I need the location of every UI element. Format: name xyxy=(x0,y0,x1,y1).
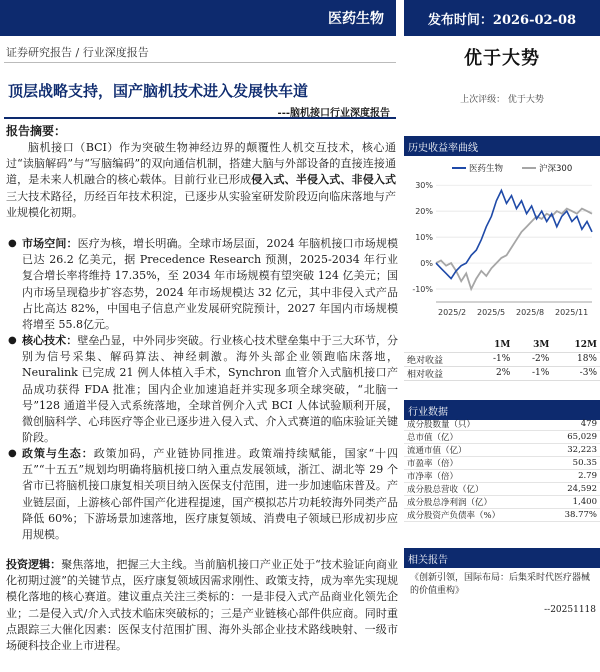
table-cell: 24,592 xyxy=(545,483,600,496)
related-report-date: --20251118 xyxy=(544,605,596,615)
breadcrumb: 证券研究报告 / 行业深度报告 xyxy=(6,46,149,59)
table-cell: -1% xyxy=(513,366,552,380)
table-row xyxy=(404,483,600,496)
related-report[interactable]: 《创新引领，国际布局：后集采时代医疗器械的价值重构》 xyxy=(410,573,591,596)
return-chart-svg xyxy=(404,158,600,326)
y-tick-label: 0% xyxy=(420,259,433,269)
summary-heading: 报告摘要： xyxy=(6,124,67,138)
y-tick-label: 30% xyxy=(415,181,433,191)
table-cell: 相对收益 xyxy=(404,366,474,380)
bullet-text: 壁垒凸显，中外同步突破。行业核心技术壁垒集中于三大环节，分别为信号采集、解码算法、神经刺激。海外头部企业领跑临床落地，Neuralink 已完成 21 例人体植入手术，Synchron 血管介入式脑机接口产品成功获得 FDA 批准；国内企业加速追赶并实现多项全球突破，“北脑一号”128 通道半侵入式系统落地，全球首例介入式 BCI 人体试验顺利开展，微创脑科学、心玮医疗等企业已逐步进入侵入式、介入式赛道的临床验证关键阶段。 xyxy=(22,334,399,445)
industry-table xyxy=(404,418,600,522)
legend-entry: 沪深300 xyxy=(539,164,573,174)
column-header: 3M xyxy=(513,338,552,352)
page-subtitle: ---脑机接口行业深度报告 xyxy=(277,108,390,119)
table-cell: 总市值（亿） xyxy=(404,431,545,444)
related-heading: 相关报告 xyxy=(404,548,600,568)
x-tick-label: 2025/2 xyxy=(438,308,467,317)
bullet-text: 政策加码，产业链协同推进。政策端持续赋能，国家“十四五”“十五五”规划均明确将脑机接口纳入重点发展领域，浙江、湖北等 29 个省市已将脑机接口康复相关项目纳入医保支付范围，进一步加速临床普及。产业链层面，上游核心部件国产化进程提速，国产模拟芯片功耗较海外同类产品降低 60%；下游场景加速落地，医疗康复领域、消费电子领域已形成初步应用规模。 xyxy=(22,447,398,542)
table-cell: -1% xyxy=(474,352,513,366)
table-cell: 成分股总营收（亿） xyxy=(404,483,545,496)
sector-banner xyxy=(0,0,396,36)
table-cell: 50.35 xyxy=(545,457,600,470)
bullet-lead: 市场空间： xyxy=(22,237,78,250)
x-tick-label: 2025/8 xyxy=(516,308,545,317)
intro-paragraph xyxy=(6,140,396,221)
table-cell: 38.77% xyxy=(545,509,600,522)
table-cell: 32,223 xyxy=(545,444,600,457)
intro-tail: 三大技术路径，历经百年技术积淀，已逐步从实验室研发阶段迈向临床落地与产业规模化初期。 xyxy=(6,189,396,219)
title-divider xyxy=(4,117,396,119)
table-cell: 市盈率（倍） xyxy=(404,457,545,470)
legend-entry: 医药生物 xyxy=(469,164,504,174)
x-tick-label: 2025/5 xyxy=(477,308,506,317)
bullet-icon: ● xyxy=(8,448,17,459)
sector-label: 医药生物 xyxy=(328,11,384,27)
table-cell: 2.79 xyxy=(545,470,600,483)
industry-heading: 行业数据 xyxy=(404,400,600,420)
table-cell: 2% xyxy=(474,366,513,380)
table-row xyxy=(404,366,600,380)
table-cell: 成分股资产负债率（%） xyxy=(404,509,545,522)
strategy-lead: 投资逻辑： xyxy=(6,558,62,571)
table-row xyxy=(404,352,600,366)
bullet-technology xyxy=(6,333,398,446)
table-row xyxy=(404,470,600,483)
table-cell: 1,400 xyxy=(545,496,600,509)
table-cell: 成分股数量（只） xyxy=(404,418,545,431)
table-row xyxy=(404,496,600,509)
table-cell: 流通市值（亿） xyxy=(404,444,545,457)
table-cell: -3% xyxy=(552,366,600,380)
column-header: 1M xyxy=(474,338,513,352)
publish-date: 发布时间：2026-02-08 xyxy=(427,12,577,28)
chart-heading: 历史收益率曲线 xyxy=(404,136,600,156)
bullet-text: 医疗为核，增长明确。全球市场层面，2024 年脑机接口市场规模已达 26.2 亿美元，据 Precedence Research 预测，2025-2034 年行业复合增长率将维持 17.35%，至 2034 年市场规模有望突破 124 亿美元；国内市场呈现稳步扩容态势，2024 年市场规模达 32 亿元，其中非侵入式产品占比高达 82%，中国电子信息产业发展研究院预计，2027 年国内市场规模将增至 55.8亿元。 xyxy=(22,237,399,332)
return-chart xyxy=(404,158,600,326)
column-header xyxy=(404,338,474,352)
table-row xyxy=(404,509,600,522)
table-row xyxy=(404,431,600,444)
table-cell: 市净率（倍） xyxy=(404,470,545,483)
strategy-text: 聚焦落地，把握三大主线。当前脑机接口产业正处于“技术验证向商业化初期过渡”的关键节点，医疗康复领域因需求刚性、政策支持，成为率先实现规模化落地的核心赛道。建议重点关注三类标的：一是非侵入式产品商业化领先企业；二是侵入式/介入式技术临床突破标的；三是产业链核心部件供应商。同时重点跟踪三大催化因素：医保支付范围扩围、海外头部企业技术路线映射、一级市场硬科技企业上市进程。 xyxy=(6,558,399,653)
intro-text: 脑机接口（BCI）作为突破生物神经边界的颠覆性人机交互技术，核心通过“读脑解码”与“写脑编码”的双向通信机制，搭建大脑与外部设备的直接连接通道，是未来人机融合的核心载体。目前行业已形成 xyxy=(6,141,396,187)
table-row xyxy=(404,444,600,457)
rating-label: 优于大势 xyxy=(464,48,540,69)
bullet-icon: ● xyxy=(8,335,17,346)
table-cell: 65,029 xyxy=(545,431,600,444)
table-cell: 479 xyxy=(545,418,600,431)
investment-logic xyxy=(6,557,398,654)
bullet-policy xyxy=(6,446,398,543)
publish-date-banner xyxy=(404,0,600,36)
x-tick-label: 2025/11 xyxy=(555,308,589,317)
y-tick-label: 20% xyxy=(415,207,433,217)
performance-table xyxy=(404,338,600,381)
previous-rating: 上次评级： 优于大势 xyxy=(460,95,544,105)
bullet-lead: 核心技术： xyxy=(22,334,78,347)
series-line-pharma xyxy=(436,190,592,278)
page-title: 顶层战略支持，国产脑机技术进入发展快车道 xyxy=(8,82,309,100)
table-row xyxy=(404,457,600,470)
bullet-icon: ● xyxy=(8,238,17,249)
table-cell: 绝对收益 xyxy=(404,352,474,366)
table-cell: 成分股总净利润（亿） xyxy=(404,496,545,509)
column-header: 12M xyxy=(552,338,600,352)
bullet-market xyxy=(6,236,398,333)
bullet-lead: 政策与生态： xyxy=(22,447,94,460)
series-line-hs300 xyxy=(436,209,592,289)
y-tick-label: -10% xyxy=(412,285,433,295)
table-header-row xyxy=(404,338,600,352)
intro-bold: 侵入式、半侵入式、非侵入式 xyxy=(251,173,396,187)
y-tick-label: 10% xyxy=(415,233,433,243)
table-cell: 18% xyxy=(552,352,600,366)
divider xyxy=(4,62,396,63)
table-cell: -2% xyxy=(513,352,552,366)
table-row xyxy=(404,418,600,431)
